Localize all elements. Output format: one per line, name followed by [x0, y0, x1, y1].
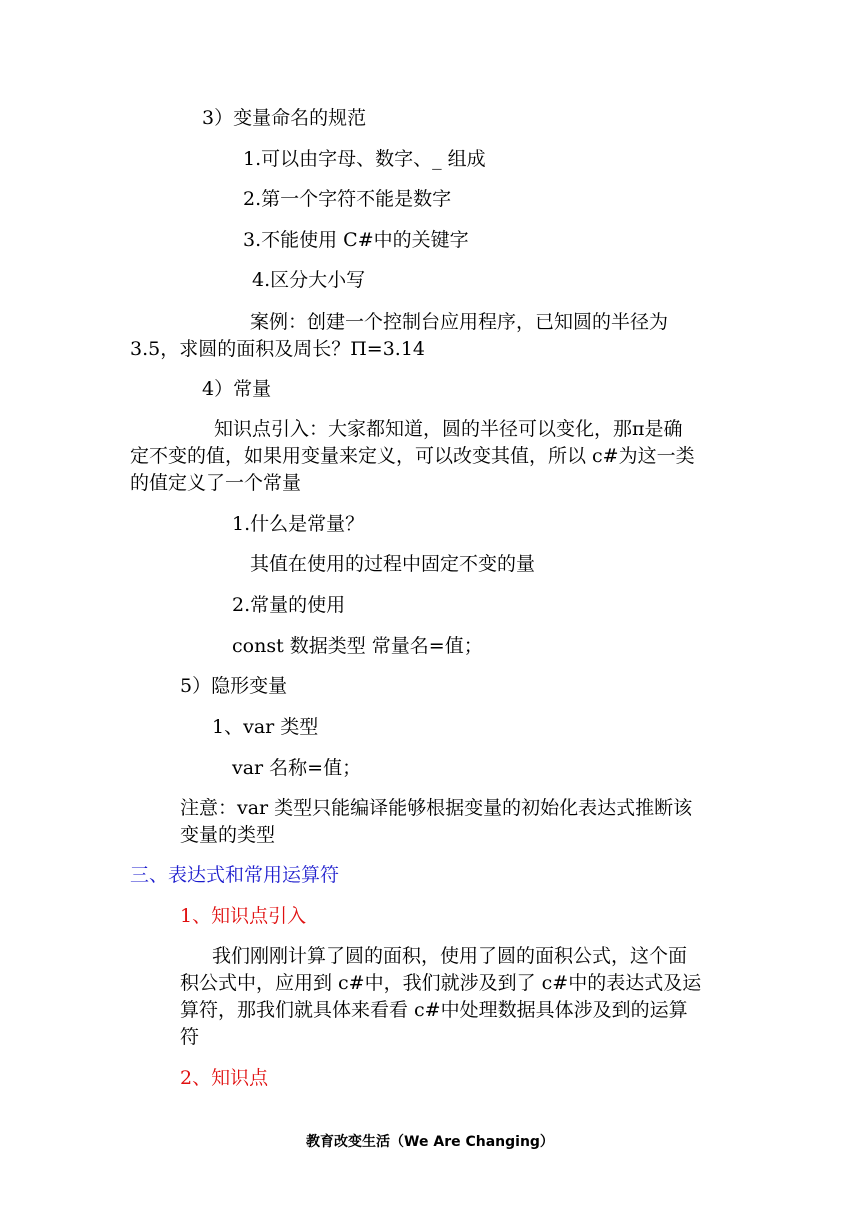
- chapter-3-heading: 三、表达式和常用运算符: [130, 864, 340, 886]
- var-note-line-1: 注意：var 类型只能编译能够根据变量的初始化表达式推断该: [180, 797, 693, 819]
- naming-rule-1: 1.可以由字母、数字、_ 组成: [243, 148, 486, 170]
- section-3-heading: 3）变量命名的规范: [202, 107, 367, 129]
- constant-intro-line-3: 的值定义了一个常量: [130, 472, 302, 494]
- naming-rule-3: 3.不能使用 C#中的关键字: [243, 229, 469, 251]
- constant-intro-line-1: 知识点引入：大家都知道，圆的半径可以变化，那π是确: [214, 418, 683, 440]
- constant-question-2: 2.常量的使用: [232, 594, 346, 616]
- knowledge-intro-heading: 1、知识点引入: [180, 905, 307, 927]
- expression-para-line-1: 我们刚刚计算了圆的面积，使用了圆的面积公式，这个面: [212, 945, 688, 967]
- expression-para-line-3: 算符，那我们就具体来看看 c#中处理数据具体涉及到的运算: [180, 999, 688, 1021]
- section-5-heading: 5）隐形变量: [180, 675, 288, 697]
- naming-rule-2: 2.第一个字符不能是数字: [243, 188, 452, 210]
- var-type-item: 1、var 类型: [212, 716, 319, 738]
- naming-rule-4: 4.区分大小写: [252, 269, 366, 291]
- constant-question-1: 1.什么是常量？: [232, 513, 365, 535]
- var-note-line-2: 变量的类型: [180, 824, 276, 846]
- section-4-heading: 4）常量: [202, 378, 272, 400]
- case-line-1: 案例：创建一个控制台应用程序，已知圆的半径为: [250, 311, 669, 333]
- knowledge-points-heading: 2、知识点: [180, 1067, 269, 1089]
- page-footer: 教育改变生活（We Are Changing）: [306, 1134, 554, 1150]
- expression-para-line-2: 积公式中，应用到 c#中，我们就涉及到了 c#中的表达式及运: [180, 972, 702, 994]
- constant-intro-line-2: 定不变的值，如果用变量来定义，可以改变其值，所以 c#为这一类: [130, 445, 695, 467]
- constant-answer-1: 其值在使用的过程中固定不变的量: [250, 553, 536, 575]
- constant-syntax: const 数据类型 常量名=值；: [232, 635, 483, 657]
- expression-para-line-4: 符: [180, 1026, 200, 1048]
- case-line-2: 3.5，求圆的面积及周长？Π=3.14: [130, 338, 426, 360]
- var-syntax: var 名称=值；: [232, 757, 362, 779]
